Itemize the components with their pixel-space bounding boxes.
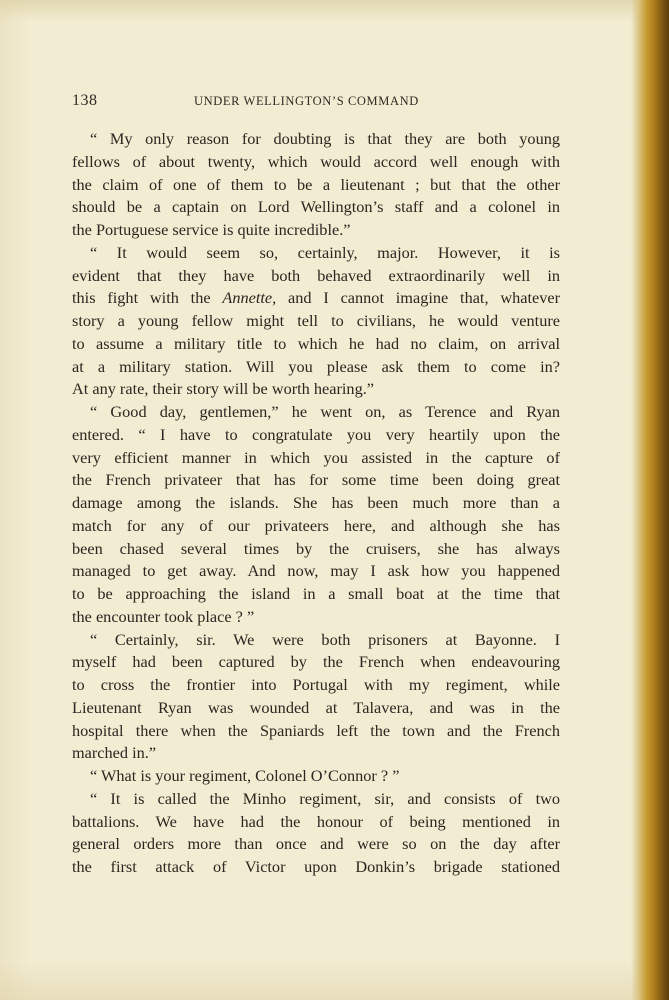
text-line: very efficient manner in which you assisted in the capture of <box>72 447 560 467</box>
text-line: “ What is your regiment, Colonel O’Connor ? ” <box>90 766 400 785</box>
text-line: should be a captain on Lord Wellington’s staff and a colonel in <box>72 197 560 217</box>
text-line: to cross the frontier into Portugal with my regiment, while <box>72 675 560 694</box>
text-line: “ It is called the Minho regiment, sir, and consists of two <box>90 788 560 808</box>
text-line: hospital there when the Spaniards left the town and the French <box>72 720 560 740</box>
text-line: at a military station. Will you please ask them to come in? <box>72 356 560 376</box>
text-line: managed to get away. And now, may I ask how you happened <box>72 561 560 581</box>
text-line: story a young fellow might tell to civilians, he would venture <box>72 311 560 330</box>
text-line: the French privateer that has for some time been doing great <box>72 470 560 490</box>
text-run: and I cannot imagine that, whatever <box>276 288 561 308</box>
text-line: marched in.” <box>72 743 157 763</box>
text-line: match for any of our privateers here, and although she has <box>72 515 560 535</box>
text-line: to assume a military title to which he had no claim, on arrival <box>72 333 560 353</box>
text-line: “ Certainly, sir. We were both prisoners at Bayonne. I <box>90 629 560 649</box>
text-line: the first attack of Victor upon Donkin’s brigade stationed <box>72 857 560 876</box>
text-line: “ My only reason for doubting is that they are both young <box>90 129 560 148</box>
text-line: entered. “ I have to congratulate you very heartily upon the <box>72 424 560 444</box>
text-line: evident that they have both behaved extraordinarily well in <box>72 265 560 285</box>
text-line: the claim of one of them to be a lieutenant ; but that the other <box>72 174 560 194</box>
text-line <box>72 287 560 310</box>
page-number: 138 <box>72 92 98 109</box>
text-line: been chased several times by the cruisers, she has always <box>72 538 560 558</box>
text-line: fellows of about twenty, which would accord well enough with <box>72 151 560 171</box>
text-line: the encounter took place ? ” <box>72 606 255 626</box>
text-line: Lieutenant Ryan was wounded at Talavera, and was in the <box>72 697 560 717</box>
text-line: general orders more than once and were so on the day after <box>72 834 560 854</box>
text-run: this fight with the <box>72 288 223 308</box>
running-head <box>72 92 560 114</box>
text-line: myself had been captured by the French when endeavouring <box>72 652 560 672</box>
text-line: to be approaching the island in a small boat at the time that <box>72 584 560 603</box>
text-line: At any rate, their story will be worth hearing.” <box>72 379 375 399</box>
body-text <box>72 128 560 879</box>
text-line: damage among the islands. She has been much more than a <box>72 493 560 512</box>
book-spine-edge <box>631 0 669 1000</box>
text-line: battalions. We have had the honour of being mentioned in <box>72 811 560 831</box>
ship-name-italic: Annette, <box>222 288 277 308</box>
running-title: UNDER WELLINGTON’S COMMAND <box>194 94 419 108</box>
text-line: “ Good day, gentlemen,” he went on, as Terence and Ryan <box>90 402 560 421</box>
text-line: “ It would seem so, certainly, major. However, it is <box>90 242 560 262</box>
text-line: the Portuguese service is quite incredible.” <box>72 220 351 239</box>
